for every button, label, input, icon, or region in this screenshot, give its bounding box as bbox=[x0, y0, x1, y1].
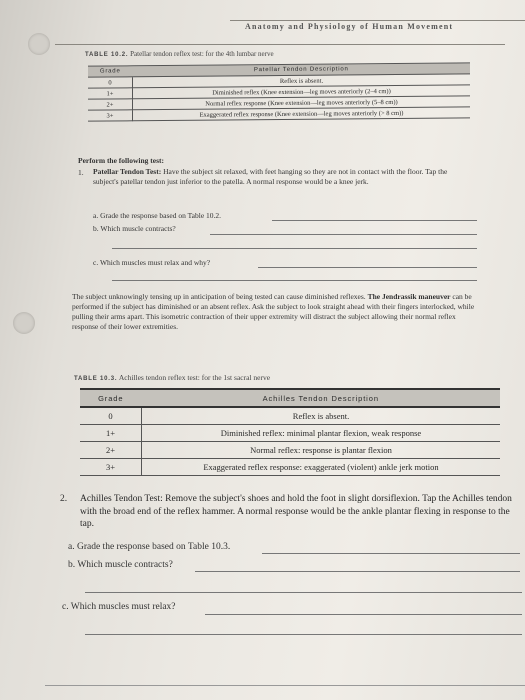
item2-title: Achilles Tendon Test: bbox=[80, 494, 163, 504]
answer-line-1a[interactable] bbox=[272, 220, 477, 221]
table-row bbox=[80, 459, 500, 476]
table-header-row bbox=[80, 389, 500, 407]
item2-question-b: b. Which muscle contracts? bbox=[68, 560, 173, 570]
grade-cell: 3+ bbox=[80, 459, 142, 476]
answer-line-2b[interactable] bbox=[195, 571, 520, 572]
grade-cell: 3+ bbox=[88, 110, 133, 121]
table1-caption-label: TABLE 10.2. bbox=[85, 52, 129, 58]
description-cell: Exaggerated reflex response: exaggerated (violent) ankle jerk motion bbox=[142, 459, 501, 476]
item1-text: Have the subject sit relaxed, with feet hanging so they are not in contact with the floor. Tap the subject's patellar tendon just inferior to the patella. A normal response would be a knee jerk. bbox=[93, 167, 448, 186]
jendrassik-term: The Jendrassik maneuver bbox=[367, 292, 451, 301]
answer-line-1b[interactable] bbox=[210, 234, 477, 235]
item2-question-a: a. Grade the response based on Table 10.3. bbox=[68, 542, 231, 552]
answer-line-1b-2[interactable] bbox=[112, 248, 477, 249]
description-cell: Reflex is absent. bbox=[133, 74, 471, 88]
description-cell: Normal reflex response (Knee extension—leg moves anteriorly (5–8 cm)) bbox=[133, 96, 471, 110]
answer-line-2a[interactable] bbox=[262, 553, 520, 554]
grade-cell: 1+ bbox=[88, 88, 133, 99]
jendrassik-text-1: The subject unknowingly tensing up in anticipation of being tested can cause diminished reflexes. bbox=[72, 292, 366, 301]
grade-header: Grade bbox=[88, 66, 133, 77]
item1-title: Patellar Tendon Test: bbox=[93, 167, 162, 176]
description-header: Achilles Tendon Description bbox=[142, 389, 501, 407]
item2-number: 2. bbox=[60, 494, 68, 504]
description-cell: Diminished reflex (Knee extension—leg moves anteriorly (2–4 cm)) bbox=[133, 85, 471, 99]
description-cell: Exaggerated reflex response (Knee extension—leg moves anteriorly (> 8 cm)) bbox=[133, 107, 471, 121]
answer-line-2b-2[interactable] bbox=[85, 592, 522, 593]
running-header: Anatomy and Physiology of Human Movement bbox=[245, 22, 454, 31]
item1-question-a: a. Grade the response based on Table 10.2. bbox=[93, 211, 222, 220]
jendrassik-text-2: can be performed if the subject has diminished or an absent reflex. Ask the subject to look straight ahead with their fingers interlocked, while pulling their arms apart. This isometric contraction of their upper extremity will distract the subject allowing their normal reflex response of their lower extremities. bbox=[72, 292, 475, 331]
table2-caption bbox=[74, 373, 270, 382]
header-rule bbox=[55, 44, 505, 45]
binder-hole-icon bbox=[28, 33, 50, 55]
grade-cell: 0 bbox=[88, 77, 133, 88]
table1-caption-text: Patellar tendon reflex test: for the 4th lumbar nerve bbox=[130, 50, 274, 58]
description-cell: Diminished reflex: minimal plantar flexion, weak response bbox=[142, 425, 501, 442]
footer-rule bbox=[45, 685, 525, 686]
grade-header: Grade bbox=[80, 389, 142, 407]
grade-cell: 2+ bbox=[88, 99, 133, 110]
answer-line-2c-2[interactable] bbox=[85, 634, 522, 635]
header-top-rule bbox=[230, 20, 525, 21]
perform-heading: Perform the following test: bbox=[78, 156, 165, 165]
table-row bbox=[80, 425, 500, 442]
description-header: Patellar Tendon Description bbox=[133, 63, 471, 77]
item2-text: Remove the subject's shoes and hold the foot in slight dorsiflexion. Tap the Achilles tendon with the broad end of the reflex hammer. A normal response would be the ankle plantar flexing in response to the tap. bbox=[80, 494, 512, 529]
table1-caption bbox=[85, 50, 274, 58]
item1-paragraph bbox=[93, 167, 473, 187]
grade-cell: 2+ bbox=[80, 442, 142, 459]
item2-paragraph bbox=[80, 493, 520, 531]
answer-line-2c[interactable] bbox=[205, 614, 522, 615]
grade-cell: 1+ bbox=[80, 425, 142, 442]
description-cell: Reflex is absent. bbox=[142, 407, 501, 425]
patellar-reflex-table bbox=[88, 62, 470, 121]
binder-hole-icon bbox=[13, 312, 35, 334]
table-row bbox=[80, 442, 500, 459]
table-row bbox=[80, 407, 500, 425]
answer-line-1c[interactable] bbox=[258, 267, 477, 268]
answer-line-1c-2[interactable] bbox=[112, 280, 477, 281]
item2-question-c: c. Which muscles must relax? bbox=[62, 602, 176, 612]
grade-cell: 0 bbox=[80, 407, 142, 425]
table2-caption-text: Achilles tendon reflex test: for the 1st sacral nerve bbox=[118, 373, 271, 382]
table-row bbox=[88, 107, 470, 121]
description-cell: Normal reflex: response is plantar flexion bbox=[142, 442, 501, 459]
jendrassik-paragraph bbox=[72, 292, 482, 332]
achilles-reflex-table bbox=[80, 388, 500, 476]
item1-question-b: b. Which muscle contracts? bbox=[93, 224, 176, 233]
table2-caption-label: TABLE 10.3. bbox=[74, 376, 118, 382]
item1-question-c: c. Which muscles must relax and why? bbox=[93, 258, 211, 267]
item1-number: 1. bbox=[78, 168, 84, 177]
